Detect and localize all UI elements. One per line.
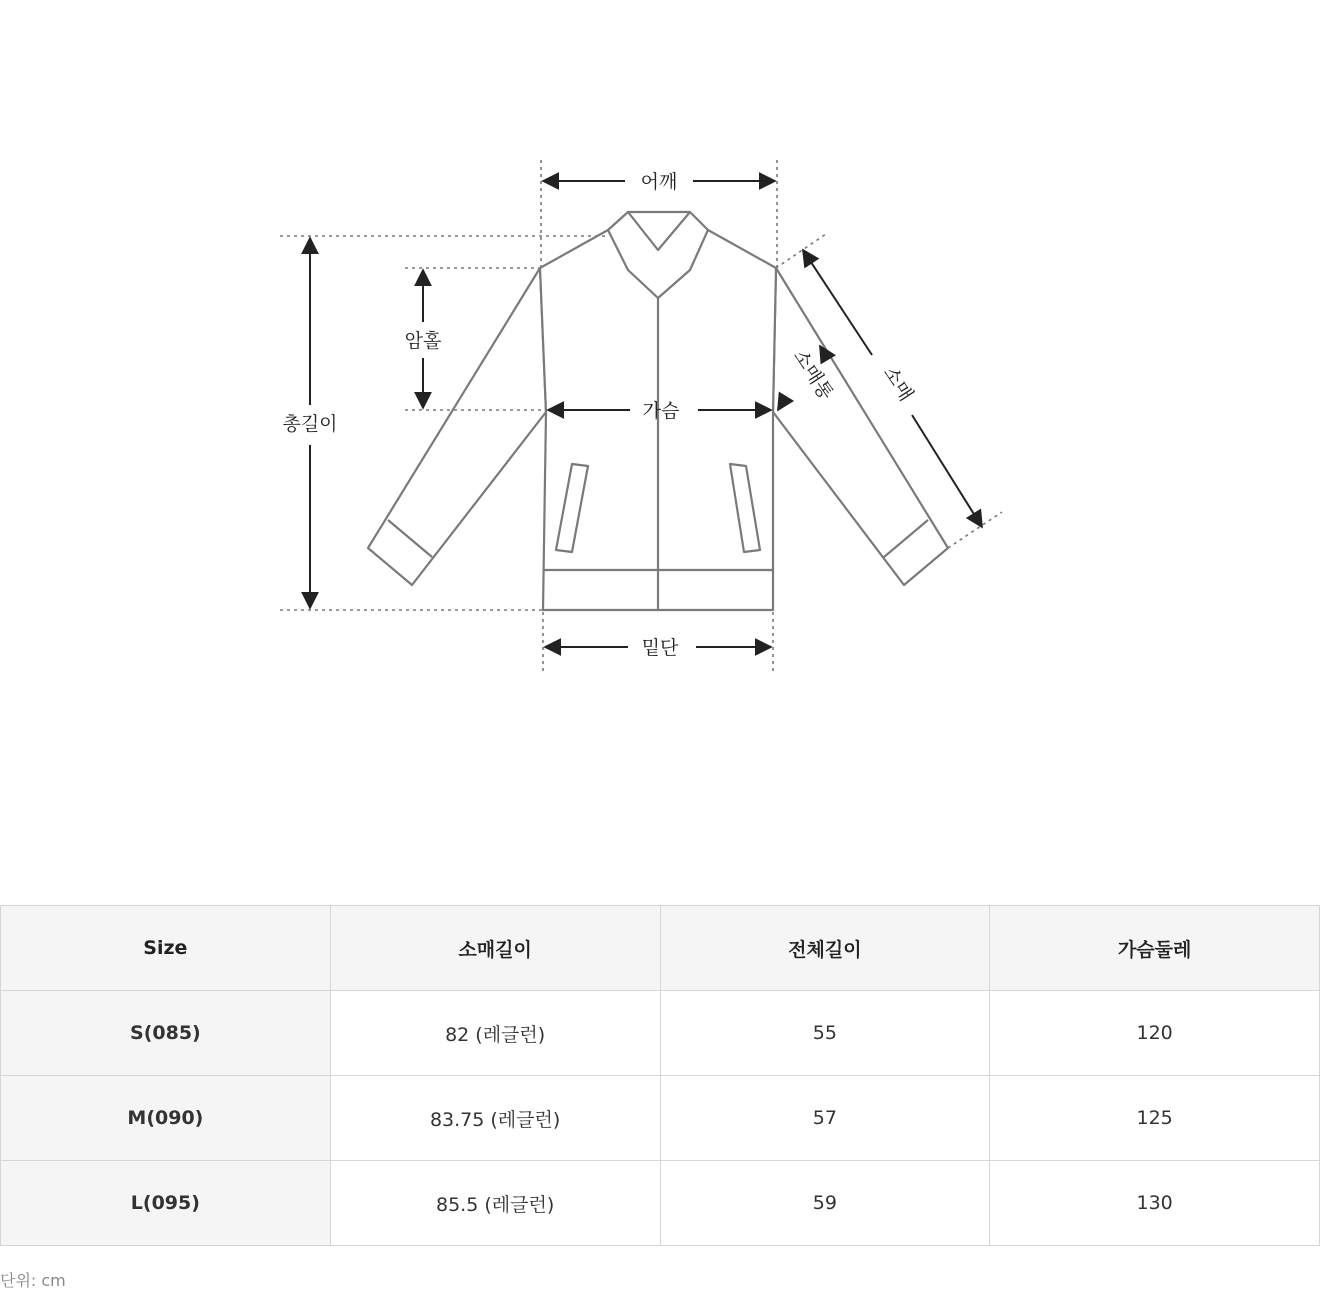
size-cell: L(095) — [1, 1161, 331, 1246]
table-row — [1, 1161, 1320, 1246]
table-row — [1, 991, 1320, 1076]
table-header-row — [1, 906, 1320, 991]
armhole-label: 암홀 — [404, 330, 442, 352]
table-row — [1, 1076, 1320, 1161]
header-size: Size — [1, 906, 331, 991]
header-total-length: 전체길이 — [660, 906, 990, 991]
chest-label: 가슴 — [642, 400, 680, 422]
chest-cell: 130 — [990, 1161, 1320, 1246]
sleeve-length-cell: 82 (레글런) — [330, 991, 660, 1076]
total-length-cell: 59 — [660, 1161, 990, 1246]
size-cell: S(085) — [1, 991, 331, 1076]
sleeve-length-cell: 85.5 (레글런) — [330, 1161, 660, 1246]
shoulder-label: 어깨 — [640, 171, 678, 193]
sleeve-width-label: 소매통 — [788, 345, 838, 404]
chest-cell: 120 — [990, 991, 1320, 1076]
header-sleeve-length: 소매길이 — [330, 906, 660, 991]
hem-label: 밑단 — [641, 637, 679, 659]
chest-cell: 125 — [990, 1076, 1320, 1161]
total-length-cell: 55 — [660, 991, 990, 1076]
total-length-cell: 57 — [660, 1076, 990, 1161]
header-chest: 가슴둘레 — [990, 906, 1320, 991]
right-sleeve — [773, 268, 948, 585]
unit-note: 단위: cm — [0, 1271, 66, 1290]
sleeve-length-cell: 83.75 (레글런) — [330, 1076, 660, 1161]
sleeve-label: 소매 — [878, 362, 918, 406]
size-table — [0, 905, 1320, 1246]
total-length-label: 총길이 — [282, 413, 338, 435]
size-cell: M(090) — [1, 1076, 331, 1161]
left-sleeve — [368, 268, 546, 585]
